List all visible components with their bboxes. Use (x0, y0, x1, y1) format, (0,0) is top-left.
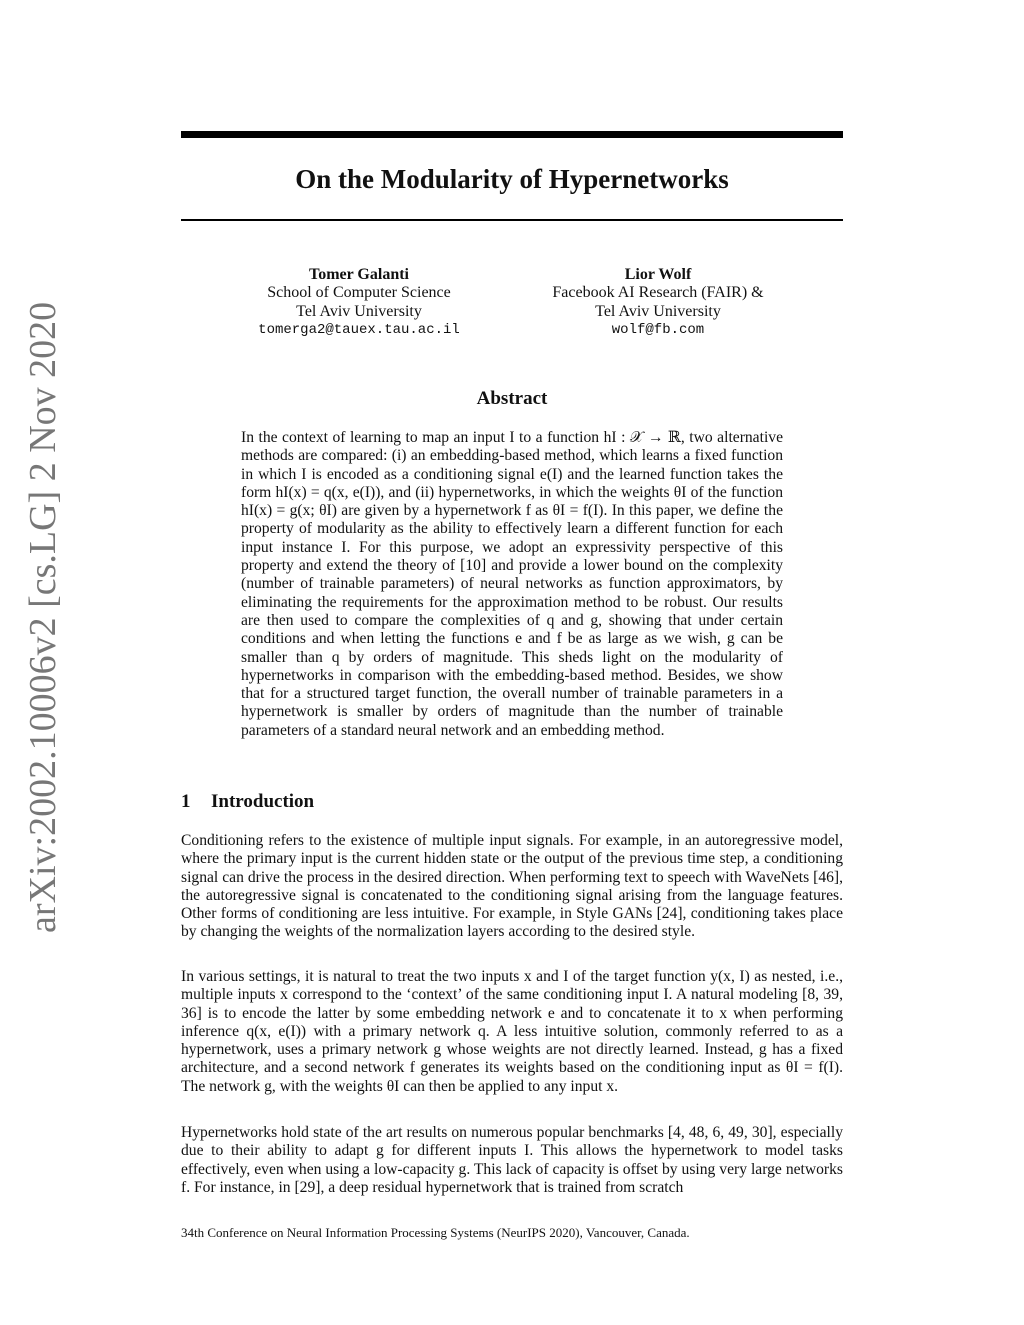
paper-title: On the Modularity of Hypernetworks (295, 164, 729, 194)
body-paragraph: Hypernetworks hold state of the art results on numerous popular benchmarks [4, 48, 6, 49, 30], especially due to their ability to adapt g for different inputs I. This allows the hypernetwork to model tasks effectively, even when using a low-capacity g. This lack of capacity is offset by using very large networks f. For instance, in [29], a deep residual hypernetwork that is trained from scratch (181, 1124, 843, 1196)
author-affiliation: Tel Aviv University (595, 302, 721, 320)
title-rule-top (181, 131, 843, 138)
author-block (209, 266, 509, 339)
body-paragraph: Conditioning refers to the existence of multiple input signals. For example, in an autoregressive model, where the primary input is the current hidden state or the output of the previous time step, a conditioning signal can drive the process in the desired direction. When performing text to speech with WaveNets [46], the autoregressive signal is concatenated to the conditioning signal arising from the language features. Other forms of conditioning are less intuitive. For example, in Style GANs [24], conditioning takes place by changing the weights of the normalization layers according to the desired style. (181, 832, 843, 941)
author-name: Tomer Galanti (308, 266, 409, 283)
abstract-heading: Abstract (476, 388, 548, 409)
author-email: wolf@fb.com (611, 321, 705, 338)
arxiv-stamp: arXiv:2002.10006v2 [cs.LG] 2 Nov 2020 (22, 301, 64, 933)
body-paragraph: In various settings, it is natural to treat the two inputs x and I of the target function y(x, I) as nested, i.e., multiple inputs x correspond to the ‘context’ of the same conditioning input I. A natural modeling [8, 39, 36] is to encode the latter by some embedding network e and to concatenate it to x when performing inference q(x, e(I)) with a primary network q. A less intuitive solution, commonly referred to as a hypernetwork, uses a primary network g whose weights are not directly learned. Instead, g has a fixed architecture, and a second network f generates its weights based on the conditioning input as θI = f(I). The network g, with the weights θI can then be applied to any input x. (181, 968, 843, 1095)
author-affiliation: Facebook AI Research (FAIR) & (552, 284, 764, 302)
author-affiliation: Tel Aviv University (296, 302, 422, 320)
author-email: tomerga2@tauex.tau.ac.il (258, 321, 460, 338)
author-block (508, 266, 808, 339)
title-rule-bottom (181, 219, 843, 221)
section-heading (181, 790, 314, 814)
abstract-text: In the context of learning to map an input I to a function hI : 𝒳 → ℝ, two alternative methods are compared: (i) an embedding-based method, which learns a fixed function in which I is encoded as a conditioning signal e(I) and the learned function takes the form hI(x) = q(x, e(I)), and (ii) hypernetworks, in which the weights θI of the function hI(x) = g(x; θI) are given by a hypernetwork f as θI = f(I). In this paper, we define the property of modularity as the ability to effectively learn a different function for each input instance I. For this purpose, we adopt an expressivity perspective of this property and extend the theory of [10] and provide a lower bound on the complexity (number of trainable parameters) of neural networks as function approximators, by eliminating the requirements for the approximation method to be robust. Our results are then used to compare the complexities of q and g, showing that under certain conditions and when letting the functions e and f be as large as we wish, g can be smaller than q by orders of magnitude. This sheds light on the modularity of hypernetworks in comparison with the embedding-based method. Besides, we show that for a structured target function, the overall number of trainable parameters in a hypernetwork is smaller by orders of magnitude than the number of trainable parameters of a standard neural network and an embedding method. (241, 429, 783, 739)
author-name: Lior Wolf (624, 266, 692, 283)
author-affiliation: School of Computer Science (267, 284, 451, 302)
section-number: 1 (181, 791, 191, 812)
conference-footnote: 34th Conference on Neural Information Processing Systems (NeurIPS 2020), Vancouver, Canada. (181, 1225, 690, 1240)
section-title: Introduction (211, 791, 315, 812)
